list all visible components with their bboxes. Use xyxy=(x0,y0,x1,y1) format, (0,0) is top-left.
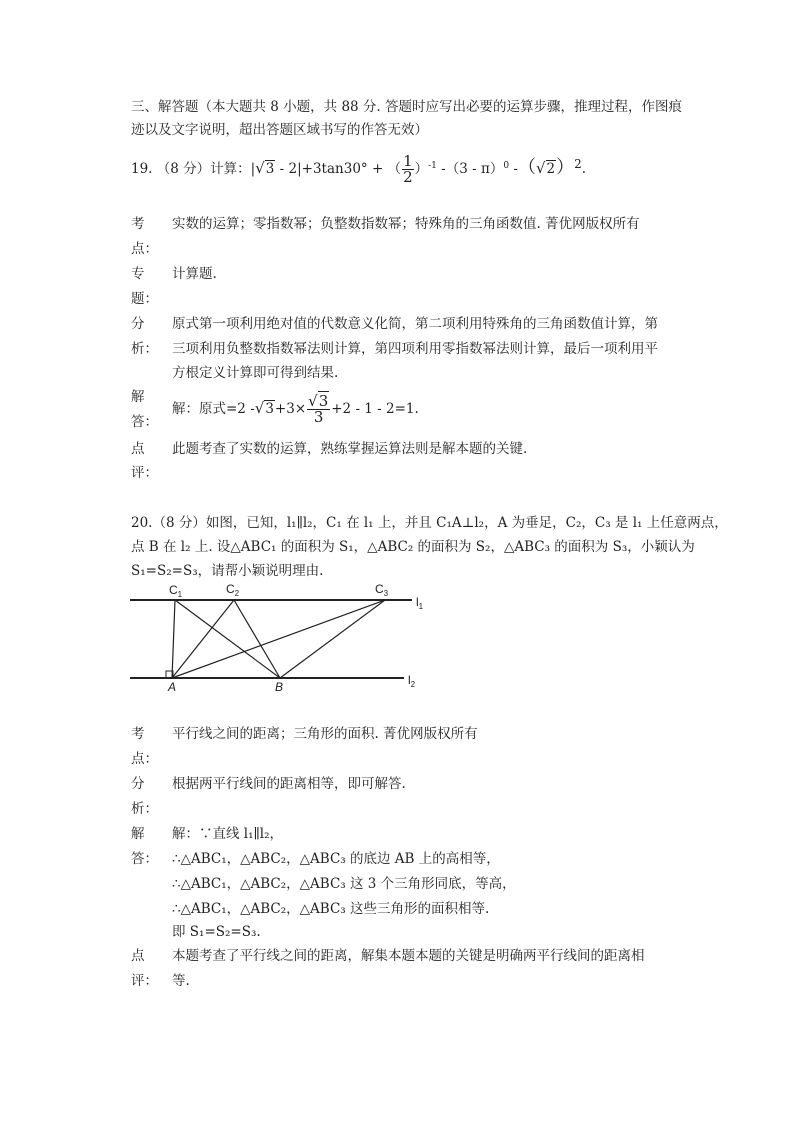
q20-fenxi: 根据两平行线间的距离相等，即可解答. xyxy=(172,776,406,792)
q19-kaodian-label-1: 考 xyxy=(131,216,145,232)
expr-end: . xyxy=(581,161,587,177)
label-C2: $C_2$ xyxy=(226,582,240,598)
segment-C1B xyxy=(175,600,280,678)
q19-number: 19. （8 分）计算： xyxy=(131,161,251,177)
segment-C2B xyxy=(234,600,280,678)
expr-part: - xyxy=(509,161,518,177)
q19-fenxi-label-2: 析： xyxy=(131,341,158,357)
fraction-numerator: √3 xyxy=(308,392,329,410)
q20-jieda-line2: ∴△ABC₁，△ABC₂，△ABC₃ 的底边 AB 上的高相等， xyxy=(172,851,500,867)
q20-fenxi-label-2: 析： xyxy=(131,801,158,817)
q20-jieda-line5: 即 S₁=S₂=S₃. xyxy=(172,924,261,940)
sqrt-radicand: 3 xyxy=(265,401,274,417)
q20-jieda-label-2: 答： xyxy=(131,851,158,867)
sqrt-symbol: √ xyxy=(254,399,265,417)
q19-fenxi-line3: 方根定义计算即可得到结果. xyxy=(172,365,339,381)
expr-part: - 2|+3tan30° + （ xyxy=(275,161,402,177)
sqrt-symbol: √ xyxy=(535,159,546,177)
q20-dianping-label-1: 点 xyxy=(131,948,145,964)
q19-jieda xyxy=(172,394,419,425)
q20-kaodian-label-2: 点： xyxy=(131,751,158,767)
q20-jieda-line4: ∴△ABC₁，△ABC₂，△ABC₃ 这些三角形的面积相等. xyxy=(172,901,490,917)
q20-dianping-line1: 本题考查了平行线之间的距离，解集本题本题的关键是明确两平行线间的距离相 xyxy=(172,948,645,964)
label-C1: $C_1$ xyxy=(169,583,183,599)
label-A: A xyxy=(168,680,177,692)
fraction-denominator: 2 xyxy=(403,168,413,186)
fraction-half xyxy=(402,154,414,185)
parallel-lines-figure xyxy=(128,580,428,692)
power-two: 2 xyxy=(574,157,582,171)
sqrt2-radicand: 2 xyxy=(546,161,556,177)
power-zero: 0 xyxy=(503,161,510,171)
q19-jieda-label-1: 解 xyxy=(131,389,145,405)
q20-jieda-label-1: 解 xyxy=(131,826,145,842)
q20-fenxi-label-1: 分 xyxy=(131,776,145,792)
q19-jieda-label-2: 答： xyxy=(131,414,158,430)
q20-statement-line2: 点 B 在 l₂ 上. 设△ABC₁ 的面积为 S₁，△ABC₂ 的面积为 S₂，△ABC₃ 的面积为 S₃，小颖认为 xyxy=(131,539,695,555)
q19-fenxi-line2: 三项利用负整数指数幂法则计算，第四项利用零指数幂法则计算，最后一项利用平 xyxy=(172,341,658,357)
q20-statement-line1: 20.（8 分）如图，已知，l₁∥l₂，C₁ 在 l₁ 上，并且 C₁A⊥l₂，A 为垂足，C₂，C₃ 是 l₁ 上任意两点， xyxy=(131,515,728,531)
q19-fenxi-line1: 原式第一项利用绝对值的代数意义化简，第二项利用特殊角的三角函数值计算，第 xyxy=(172,316,658,332)
label-B: B xyxy=(275,680,284,692)
segment-C3A xyxy=(172,600,385,678)
jieda-mid: +3× xyxy=(274,401,307,417)
q19-kaodian-label-2: 点： xyxy=(131,241,158,257)
q19-dianping-label-2: 评： xyxy=(131,465,158,481)
q19-zhuanti: 计算题. xyxy=(172,266,217,282)
abs-open: | xyxy=(250,161,256,177)
section-heading-line2: 迹以及文字说明，超出答题区域书写的作答无效） xyxy=(131,122,428,138)
segment-C3B xyxy=(280,600,385,678)
paren-close: ） xyxy=(556,157,575,178)
q20-kaodian: 平行线之间的距离；三角形的面积. 菁优网版权所有 xyxy=(172,726,478,742)
fraction-denominator: 3 xyxy=(313,408,324,426)
label-l2: $l_2$ xyxy=(408,673,416,689)
sqrt-symbol: √ xyxy=(255,159,265,177)
q20-dianping-label-2: 评： xyxy=(131,973,158,989)
q19-fenxi-label-1: 分 xyxy=(131,316,145,332)
q19-statement: 19. （8 分）计算：|√3 - 2|+3tan30° + （ $\frac{1}{2}$ ）$^{-1}$ -（3 - π）$^0$ $-(√2)^2$. xyxy=(131,152,587,186)
jieda-tail: +2 - 1 - 2=1. xyxy=(331,401,419,417)
segment-C1A xyxy=(172,600,175,678)
sqrt-radicand: 3 xyxy=(265,161,275,177)
q19-kaodian: 实数的运算；零指数幂；负整数指数幂；特殊角的三角函数值. 菁优网版权所有 xyxy=(172,216,640,232)
fraction-sqrt3-over-3 xyxy=(307,394,330,425)
q20-jieda-line1: 解：∵直线 l₁∥l₂， xyxy=(172,826,283,842)
expr-part: -（3 - π） xyxy=(436,161,504,177)
q19-zhuanti-label-2: 题： xyxy=(131,291,158,307)
q19-dianping-label-1: 点 xyxy=(131,441,145,457)
q20-kaodian-label-1: 考 xyxy=(131,726,145,742)
section-heading-line1: 三、解答题（本大题共 8 小题，共 88 分. 答题时应写出必要的运算步骤，推理过程，作图痕 xyxy=(131,99,683,115)
q19-dianping: 此题考查了实数的运算，熟练掌握运算法则是解本题的关键. xyxy=(172,441,528,457)
q20-statement-line3: S₁=S₂=S₃，请帮小颖说明理由. xyxy=(131,563,324,579)
paren-open: （ xyxy=(517,157,536,178)
q20-dianping-line2: 等. xyxy=(172,973,190,989)
q19-zhuanti-label-1: 专 xyxy=(131,266,145,282)
label-l1: $l_1$ xyxy=(416,595,424,611)
q20-jieda-line3: ∴△ABC₁，△ABC₂，△ABC₃ 这 3 个三角形同底，等高， xyxy=(172,876,516,892)
jieda-prefix: 解：原式=2 - xyxy=(172,401,255,417)
power-minus-one: -1 xyxy=(428,161,437,171)
label-C3: $C_3$ xyxy=(375,582,389,598)
fraction-numerator: 1 xyxy=(403,152,413,170)
